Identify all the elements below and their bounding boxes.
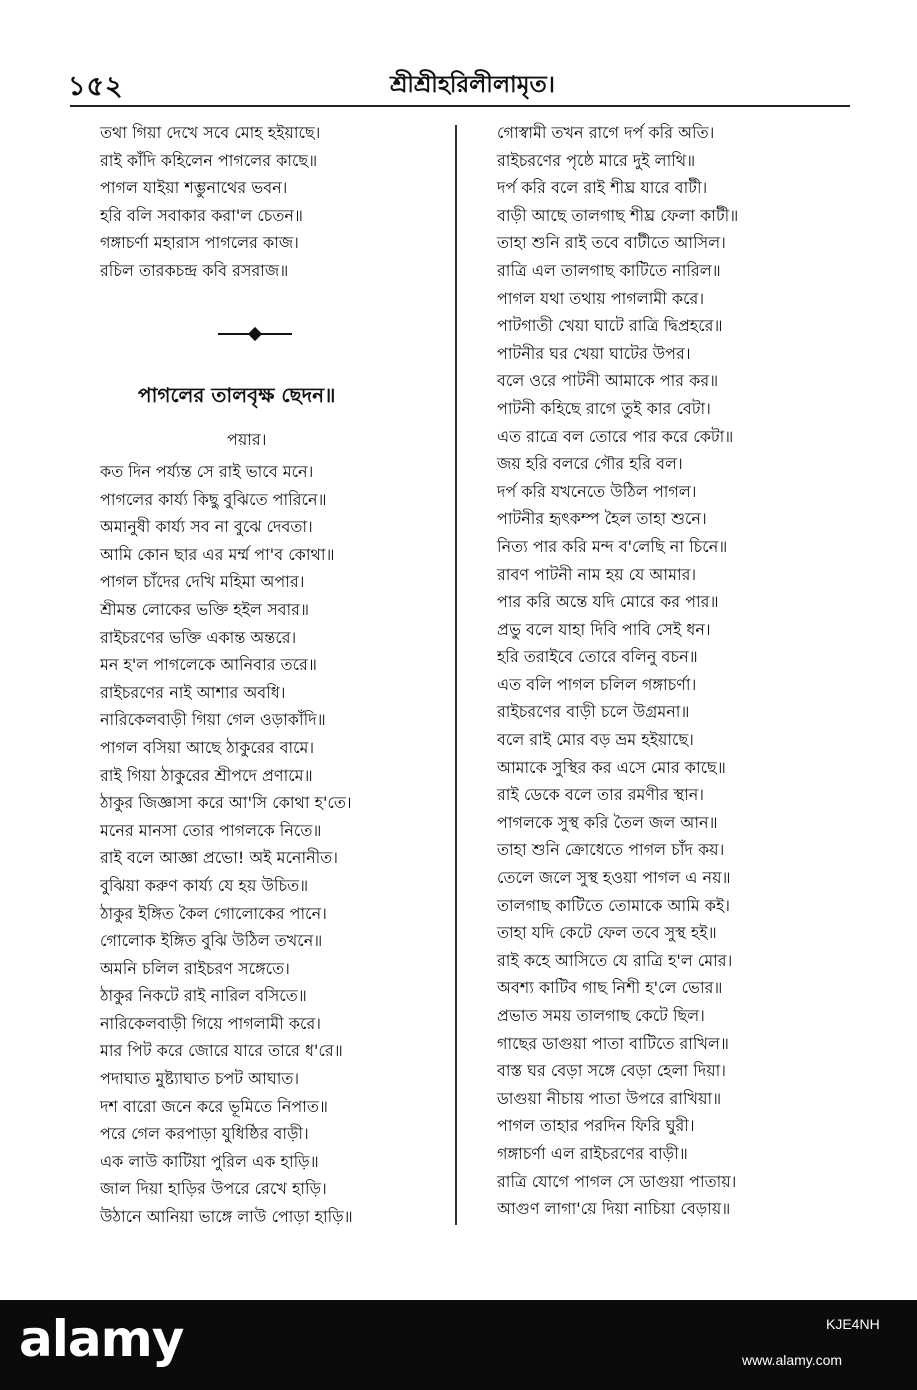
verse-line: পাগল চাঁদের দেখি মহিমা অপার। bbox=[100, 572, 305, 592]
verse-line: প্রভু বলে যাহা দিবি পাবি সেই ধন। bbox=[497, 619, 711, 639]
verse-line: জয় হরি বলরে গৌর হরি বল। bbox=[497, 454, 683, 474]
section-heading: পাগলের তালবৃক্ষ ছেদন॥ bbox=[138, 383, 336, 407]
verse-line: ঠাকুর ইঙ্গিত কৈল গোলোকের পানে। bbox=[100, 903, 327, 923]
verse-line: দর্প করি বলে রাই শীঘ্র যারে বাটী। bbox=[497, 178, 708, 198]
verse-line: বলে ওরে পাটনী আমাকে পার কর॥ bbox=[497, 371, 719, 391]
verse-line: হরি তরাইবে তোরে বলিনু বচন॥ bbox=[497, 647, 698, 667]
verse-line: রাই কহে আসিতে যে রাত্রি হ'ল মোর। bbox=[497, 950, 733, 970]
page-number: ১৫২ bbox=[68, 71, 124, 102]
verse-line: রাইচরণের পৃষ্ঠে মারে দুই লাথি॥ bbox=[497, 150, 696, 170]
verse-line: রাই গিয়া ঠাকুরের শ্রীপদে প্রণামে॥ bbox=[100, 765, 313, 785]
verse-line: পাগল বসিয়া আছে ঠাকুরের বামে। bbox=[100, 737, 315, 757]
alamy-logo: alamy bbox=[19, 1310, 184, 1368]
verse-line: পাগলকে সুস্থ করি তৈল জল আন॥ bbox=[497, 812, 718, 832]
verse-line: পাগল যথা তথায় পাগলামী করে। bbox=[497, 288, 705, 308]
verse-line: বলে রাই মোর বড় ভ্রম হইয়াছে। bbox=[497, 730, 694, 750]
verse-line: গঙ্গাচর্ণা এল রাইচরণের বাড়ী॥ bbox=[497, 1143, 688, 1163]
verse-line: তাহা শুনি ক্রোধেতে পাগল চাঁদ কয়। bbox=[497, 840, 725, 860]
verse-line: মার পিট করে জোরে যারে তারে ধ'রে॥ bbox=[100, 1041, 343, 1061]
verse-line: ঠাকুর জিজ্ঞাসা করে আ'সি কোথা হ'তে। bbox=[100, 793, 352, 813]
verse-line: তালগাছ কাটিতে তোমাকে আমি কই। bbox=[497, 895, 730, 915]
verse-line: গাছের ডাগুয়া পাতা বাটিতে রাখিল॥ bbox=[497, 1033, 729, 1053]
verse-line: গোস্বামী তখন রাগে দর্প করি অতি। bbox=[497, 123, 715, 142]
verse-line: গোলোক ইঙ্গিত বুঝি উঠিল তখনে॥ bbox=[100, 931, 323, 951]
meter-label: পয়ার। bbox=[227, 430, 267, 449]
verse-line: বাস্ত ঘর বেড়া সঙ্গে বেড়া হেলা দিয়া। bbox=[497, 1061, 727, 1081]
verse-line: বুঝিয়া করুণ কার্য্য যে হয় উচিত॥ bbox=[100, 875, 309, 895]
verse-line: দর্প করি যখনেতে উঠিল পাগল। bbox=[497, 481, 697, 501]
verse-line: অমানুষী কার্য্য সব না বুঝে দেবতা। bbox=[100, 517, 313, 537]
verse-line: পদাঘাত মুষ্ট্যাঘাত চপট আঘাত। bbox=[100, 1069, 300, 1089]
verse-line: জাল দিয়া হাড়ির উপরে রেখে হাড়ি। bbox=[100, 1179, 327, 1199]
verse-line: আমাকে সুস্থির কর এসে মোর কাছে॥ bbox=[497, 757, 726, 777]
header-rule bbox=[70, 105, 850, 107]
verse-line: এত বলি পাগল চলিল গঙ্গাচর্ণা। bbox=[497, 674, 697, 694]
verse-line: নারিকেলবাড়ী গিয়া গেল ওড়াকাঁদি॥ bbox=[100, 710, 326, 730]
verse-line: রাইচরণের বাড়ী চলে উগ্রমনা॥ bbox=[497, 702, 690, 722]
verse-line: উঠানে আনিয়া ভাঙ্গে লাউ পোড়া হাড়ি॥ bbox=[100, 1207, 353, 1227]
verse-line: রাত্রি যোগে পাগল সে ডাগুয়া পাতায়। bbox=[497, 1171, 737, 1191]
verse-line: পরে গেল করপাড়া যুধিষ্ঠির বাড়ী। bbox=[100, 1124, 309, 1144]
verse-line: নিত্য পার করি মন্দ ব'লেছি না চিনে॥ bbox=[497, 536, 728, 556]
verse-line: গঙ্গাচর্ণা মহারাস পাগলের কাজ। bbox=[100, 233, 299, 253]
verse-line: রাই বলে আজ্ঞা প্রভো! অই মনোনীত। bbox=[100, 848, 338, 868]
verse-line: ডাগুয়া নীচায় পাতা উপরে রাখিয়া॥ bbox=[497, 1088, 722, 1108]
verse-line: রাইচরণের নাই আশার অবধি। bbox=[100, 682, 286, 702]
verse-line: অবশ্য কাটিব গাছ নিশী হ'লে ভোর॥ bbox=[497, 978, 723, 998]
left-column-verses-top bbox=[100, 119, 320, 285]
verse-line: কত দিন পর্য্যন্ত সে রাই ভাবে মনে। bbox=[100, 462, 314, 481]
verse-line: রাই ডেকে বলে তার রমণীর স্থান। bbox=[497, 785, 705, 805]
verse-line: পাগলের কার্য্য কিছু বুঝিতে পারিনে॥ bbox=[100, 489, 327, 509]
running-title: শ্রীশ্রীহরিলীলামৃত। bbox=[390, 72, 555, 98]
verse-line: রাবণ পাটনী নাম হয় যে আমার। bbox=[497, 564, 697, 584]
verse-line: শ্রীমন্ত লোকের ভক্তি হইল সবার॥ bbox=[100, 599, 310, 619]
left-column-verses-bottom bbox=[100, 458, 353, 1231]
verse-line: পাগল তাহার পরদিন ফিরি ঘুরী। bbox=[497, 1116, 695, 1136]
verse-line: নারিকেলবাড়ী গিয়ে পাগলামী করে। bbox=[100, 1013, 321, 1033]
verse-line: আমি কোন ছার এর মর্ম্ম পা'ব কোথা॥ bbox=[100, 544, 335, 564]
image-id: KJE4NH bbox=[826, 1316, 880, 1332]
verse-line: রাত্রি এল তালগাছ কাটিতে নারিল॥ bbox=[497, 260, 721, 280]
watermark-url: www.alamy.com bbox=[742, 1352, 843, 1368]
verse-line: তাহা যদি কেটে ফেল তবে সুস্থ হই॥ bbox=[497, 923, 717, 943]
verse-line: মন হ'ল পাগলেকে আনিবার তরে॥ bbox=[100, 655, 317, 675]
verse-line: রচিল তারকচন্দ্র কবি রসরাজ॥ bbox=[100, 260, 289, 280]
verse-line: পার করি অন্তে যদি মোরে কর পার॥ bbox=[497, 592, 719, 612]
verse-line: প্রভাত সময় তালগাছ কেটে ছিল। bbox=[497, 1006, 705, 1025]
column-divider bbox=[455, 125, 457, 1225]
verse-line: হরি বলি সবাকার করা'ল চেতন॥ bbox=[100, 205, 303, 225]
verse-line: পাটনীর ঘর খেয়া ঘাটের উপর। bbox=[497, 343, 691, 363]
verse-line: দশ বারো জনে করে ভূমিতে নিপাত॥ bbox=[100, 1096, 328, 1116]
right-column-verses bbox=[497, 119, 738, 1223]
verse-line: পাটনী কহিছে রাগে তুই কার বেটা। bbox=[497, 398, 711, 418]
verse-line: তাহা শুনি রাই তবে বাটীতে আসিল। bbox=[497, 233, 726, 253]
verse-line: আগুণ লাগা'য়ে দিয়া নাচিয়া বেড়ায়॥ bbox=[497, 1199, 731, 1219]
verse-line: পাগল যাইয়া শম্ভুনাথের ভবন। bbox=[100, 178, 288, 198]
verse-line: অমনি চলিল রাইচরণ সঙ্গেতে। bbox=[100, 958, 290, 978]
verse-line: পাটগাতী খেয়া ঘাটে রাত্রি দ্বিপ্রহরে॥ bbox=[497, 316, 723, 336]
verse-line: বাড়ী আছে তালগাছ শীঘ্র ফেলা কাটী॥ bbox=[497, 205, 739, 225]
verse-line: রাইচরণের ভক্তি একান্ত অন্তরে। bbox=[100, 627, 297, 647]
section-ornament bbox=[218, 327, 292, 341]
verse-line: এত রাত্রে বল তোরে পার করে কেটা॥ bbox=[497, 426, 734, 446]
verse-line: এক লাউ কাটিয়া পুরিল এক হাড়ি॥ bbox=[100, 1151, 319, 1171]
verse-line: তেলে জলে সুস্থ হওয়া পাগল এ নয়॥ bbox=[497, 868, 731, 888]
verse-line: তথা গিয়া দেখে সবে মোহ হইয়াছে। bbox=[100, 123, 321, 142]
verse-line: রাই কাঁদি কহিলেন পাগলের কাছে॥ bbox=[100, 150, 318, 170]
verse-line: মনের মানসা তোর পাগলকে নিতে॥ bbox=[100, 820, 322, 840]
verse-line: পাটনীর হৃৎকম্প হৈল তাহা শুনে। bbox=[497, 509, 707, 529]
verse-line: ঠাকুর নিকটে রাই নারিল বসিতে॥ bbox=[100, 986, 307, 1006]
